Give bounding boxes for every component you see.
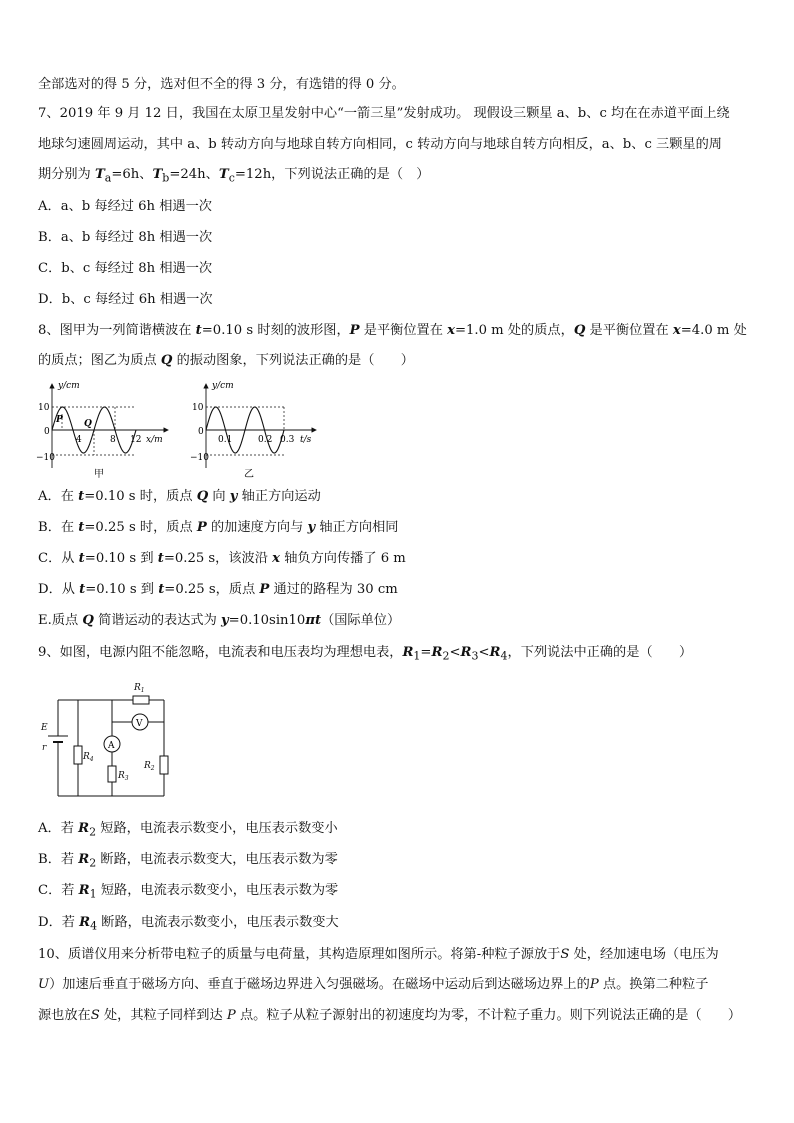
q9-option-d bbox=[38, 914, 339, 936]
var-pi: π bbox=[305, 613, 315, 628]
q8-text: 向 bbox=[208, 489, 230, 504]
q9-text: C．若 bbox=[38, 883, 79, 898]
q9-text: 断路，电流表示数变大，电压表示数为零 bbox=[96, 852, 338, 867]
q9-text: 9、如图，电源内阻不能忽略，电流表和电压表均为理想电表， bbox=[38, 645, 403, 660]
var-r: R bbox=[78, 852, 90, 867]
q8-text: =0.10 s 时，质点 bbox=[84, 489, 197, 504]
q10-text: 处，其粒子同样到达 bbox=[99, 1008, 227, 1023]
var-p: P bbox=[589, 977, 599, 992]
q8-text: 通过的路程为 30 cm bbox=[269, 582, 398, 597]
q8-text: =0.10 s 到 bbox=[84, 551, 158, 566]
var-x: x bbox=[272, 551, 281, 566]
figure-caption-yi: 乙 bbox=[244, 469, 254, 478]
var-t: t bbox=[78, 489, 85, 504]
x-tick-12: 12 bbox=[130, 435, 142, 445]
period-subscript: b bbox=[162, 171, 170, 185]
var-q: Q bbox=[573, 323, 586, 338]
period-symbol: T bbox=[94, 167, 105, 182]
q8-option-b bbox=[38, 519, 399, 537]
q8-text: C．从 bbox=[38, 551, 79, 566]
x-tick-4: 4 bbox=[76, 435, 82, 445]
q8-text: B．在 bbox=[38, 520, 79, 535]
var-p: P bbox=[259, 582, 270, 597]
subscript: 4 bbox=[90, 919, 98, 933]
q10-stem-line2 bbox=[38, 976, 708, 994]
var-q: Q bbox=[160, 353, 173, 368]
figure-jia-waveform bbox=[36, 378, 176, 478]
var-y: y bbox=[220, 613, 229, 628]
q8-text: =0.10 s 时刻的波形图， bbox=[201, 323, 350, 338]
less-than-sign: < bbox=[478, 645, 490, 660]
var-r: R bbox=[79, 915, 91, 930]
label-r3 bbox=[117, 771, 129, 782]
subscript: 2 bbox=[442, 649, 450, 663]
subscript: 4 bbox=[500, 649, 508, 663]
var-t: t bbox=[195, 323, 202, 338]
voltmeter-letter: V bbox=[136, 719, 143, 729]
var-r: R bbox=[78, 883, 90, 898]
t-tick-0-3: 0.3 bbox=[280, 435, 295, 445]
y-tick-zero: 0 bbox=[44, 427, 50, 437]
var-r: R bbox=[78, 821, 90, 836]
period-symbol: T bbox=[218, 167, 229, 182]
q8-option-e bbox=[38, 612, 400, 630]
subscript: 3 bbox=[471, 649, 479, 663]
period-subscript: c bbox=[228, 171, 235, 185]
subscript: 1 bbox=[89, 887, 97, 901]
q8-text: E.质点 bbox=[38, 613, 83, 628]
q10-text: 源也放在 bbox=[38, 1008, 91, 1023]
var-r: R bbox=[489, 645, 501, 660]
label-r4-sub: 4 bbox=[89, 756, 94, 763]
q8-option-a bbox=[38, 488, 321, 506]
q10-text: ）加速后垂直于磁场方向、垂直于磁场边界进入匀强磁场。在磁场中运动后到达磁场边界上的 bbox=[49, 977, 590, 992]
period-value: =6h、 bbox=[111, 167, 153, 182]
figure-caption-jia: 甲 bbox=[94, 469, 104, 478]
q9-text: D．若 bbox=[38, 915, 80, 930]
q10-stem-line3 bbox=[38, 1007, 741, 1025]
var-q: Q bbox=[196, 489, 209, 504]
y-tick-top: 10 bbox=[192, 403, 204, 413]
q9-option-c bbox=[38, 882, 338, 904]
y-tick-top: 10 bbox=[38, 403, 50, 413]
q9-option-b bbox=[38, 851, 338, 873]
subscript: 2 bbox=[89, 856, 97, 870]
q8-text: =4.0 m 处 bbox=[680, 323, 747, 338]
q8-option-d bbox=[38, 581, 398, 599]
q8-text: =0.25 s，该波沿 bbox=[163, 551, 273, 566]
var-t: t bbox=[158, 582, 165, 597]
var-r: R bbox=[402, 645, 414, 660]
y-tick-bottom: −10 bbox=[36, 453, 55, 463]
q9-text: 短路，电流表示数变小，电压表示数变小 bbox=[96, 821, 338, 836]
ammeter-letter: A bbox=[108, 741, 115, 751]
var-y: y bbox=[229, 489, 238, 504]
label-r2 bbox=[143, 761, 155, 772]
y-tick-bottom: −10 bbox=[190, 453, 209, 463]
label-r2-sub: 2 bbox=[150, 765, 155, 772]
var-t: t bbox=[78, 520, 85, 535]
y-axis-label: y/cm bbox=[212, 381, 234, 391]
q8-text: 是平衡位置在 bbox=[359, 323, 448, 338]
q8-text: A．在 bbox=[38, 489, 79, 504]
q8-text: =0.10 s 到 bbox=[85, 582, 159, 597]
less-than-sign: < bbox=[449, 645, 461, 660]
var-s: S bbox=[560, 947, 570, 962]
q9-stem bbox=[38, 644, 692, 666]
equals-sign: = bbox=[420, 645, 432, 660]
q7-option-b: B．a、b 每经过 8h 相遇一次 bbox=[38, 230, 213, 245]
var-x: x bbox=[447, 323, 455, 338]
t-axis-label: t/s bbox=[300, 435, 312, 445]
period-value: =24h、 bbox=[169, 167, 219, 182]
label-r3-sub: 3 bbox=[124, 775, 129, 782]
point-p-label: P bbox=[56, 415, 63, 425]
label-r: r bbox=[42, 743, 47, 753]
q8-stem-line1 bbox=[38, 322, 747, 340]
q8-text: =0.25 s 时，质点 bbox=[84, 520, 197, 535]
q10-text: 点。粒子从粒子源射出的初速度均为零，不计粒子重力。则下列说法正确的是（ ） bbox=[235, 1008, 742, 1023]
t-tick-0-1: 0.1 bbox=[218, 435, 233, 445]
q8-text: 的加速度方向与 bbox=[206, 520, 308, 535]
var-p: P bbox=[196, 520, 207, 535]
scoring-note: 全部选对的得 5 分，选对但不全的得 3 分，有选错的得 0 分。 bbox=[38, 77, 405, 92]
x-axis-label: x/m bbox=[146, 435, 163, 445]
q9-text: ，下列说法中正确的是（ ） bbox=[507, 645, 693, 660]
period-value: =12h，下列说法正确的是（ ） bbox=[234, 167, 430, 182]
var-r: R bbox=[460, 645, 472, 660]
resistor-r4 bbox=[74, 746, 82, 764]
period-symbol: T bbox=[152, 167, 163, 182]
q7-option-a: A．a、b 每经过 6h 相遇一次 bbox=[38, 199, 212, 214]
point-q-label: Q bbox=[84, 419, 92, 429]
q8-option-c bbox=[38, 550, 406, 568]
var-t: t bbox=[157, 551, 164, 566]
var-p: P bbox=[349, 323, 360, 338]
var-t: t bbox=[79, 582, 86, 597]
q8-text: =0.10sin10 bbox=[228, 613, 306, 628]
q8-text: 轴正方向相同 bbox=[315, 520, 399, 535]
y-tick-zero: 0 bbox=[198, 427, 204, 437]
q8-text: D．从 bbox=[38, 582, 80, 597]
q8-text: =0.25 s，质点 bbox=[164, 582, 260, 597]
var-t: t bbox=[78, 551, 85, 566]
var-t: t bbox=[314, 613, 322, 628]
label-e: E bbox=[41, 723, 48, 733]
subscript: 1 bbox=[413, 649, 421, 663]
label-r4-letter: R bbox=[83, 752, 90, 762]
figure-yi-vibration bbox=[184, 378, 324, 478]
q7-stem-line3 bbox=[38, 166, 429, 188]
label-r3-letter: R bbox=[118, 771, 125, 781]
var-y: y bbox=[307, 520, 316, 535]
var-r: R bbox=[431, 645, 443, 660]
var-u: U bbox=[38, 977, 50, 992]
t-tick-0-2: 0.2 bbox=[258, 435, 273, 445]
circuit-diagram bbox=[36, 678, 176, 802]
resistor-r1 bbox=[133, 696, 149, 704]
q8-text: 简谐运动的表达式为 bbox=[93, 613, 221, 628]
q8-text: =1.0 m 处的质点， bbox=[454, 323, 574, 338]
y-axis-label: y/cm bbox=[58, 381, 80, 391]
q9-text: A．若 bbox=[38, 821, 79, 836]
q7-stem-line1: 7、2019 年 9 月 12 日，我国在太原卫星发射中心“一箭三星”发射成功。 现假设三颗星 a、b、c 均在在赤道平面上绕 bbox=[38, 106, 730, 121]
label-r1-letter: R bbox=[134, 683, 141, 693]
q7-stem-line2: 地球匀速圆周运动，其中 a、b 转动方向与地球自转方向相同，c 转动方向与地球自转方向相反，a、b、c 三颗星的周 bbox=[38, 137, 722, 152]
subscript: 2 bbox=[89, 825, 97, 839]
var-q: Q bbox=[82, 613, 94, 628]
q8-text: 的振动图象，下列说法正确的是（ ） bbox=[172, 353, 414, 368]
resistor-r2 bbox=[160, 756, 168, 774]
resistor-r3 bbox=[108, 766, 116, 782]
var-s: S bbox=[90, 1008, 100, 1023]
q7-text: 期分别为 bbox=[38, 167, 95, 182]
q8-text: 轴正方向运动 bbox=[237, 489, 321, 504]
q8-text: 轴负方向传播了 6 m bbox=[280, 551, 406, 566]
q10-text: 点。换第二种粒子 bbox=[598, 977, 709, 992]
label-r2-letter: R bbox=[144, 761, 151, 771]
q10-text: 10、质谱仪用来分析带电粒子的质量与电荷量，其构造原理如图所示。将第-种粒子源放于 bbox=[38, 947, 561, 962]
q7-option-d: D．b、c 每经过 6h 相遇一次 bbox=[38, 292, 213, 307]
q8-text: 的质点；图乙为质点 bbox=[38, 353, 161, 368]
q9-option-a bbox=[38, 820, 338, 842]
var-x: x bbox=[672, 323, 681, 338]
q8-text: 8、图甲为一列简谐横波在 bbox=[38, 323, 196, 338]
q10-text: 处，经加速电场（电压为 bbox=[569, 947, 719, 962]
q8-stem-line2 bbox=[38, 352, 414, 370]
q8-text: 是平衡位置在 bbox=[585, 323, 673, 338]
label-r4 bbox=[82, 752, 94, 763]
x-tick-8: 8 bbox=[110, 435, 116, 445]
q9-text: 短路，电流表示数变小，电压表示数为零 bbox=[96, 883, 339, 898]
q9-text: 断路，电流表示数变小，电压表示数变大 bbox=[97, 915, 339, 930]
q8-text: （国际单位） bbox=[321, 613, 401, 628]
period-subscript: a bbox=[104, 171, 112, 185]
label-r1-sub: 1 bbox=[140, 687, 145, 694]
q10-stem-line1 bbox=[38, 946, 719, 964]
label-r1 bbox=[133, 683, 145, 694]
var-p: P bbox=[226, 1008, 236, 1023]
q7-option-c: C．b、c 每经过 8h 相遇一次 bbox=[38, 261, 213, 276]
q9-text: B．若 bbox=[38, 852, 79, 867]
